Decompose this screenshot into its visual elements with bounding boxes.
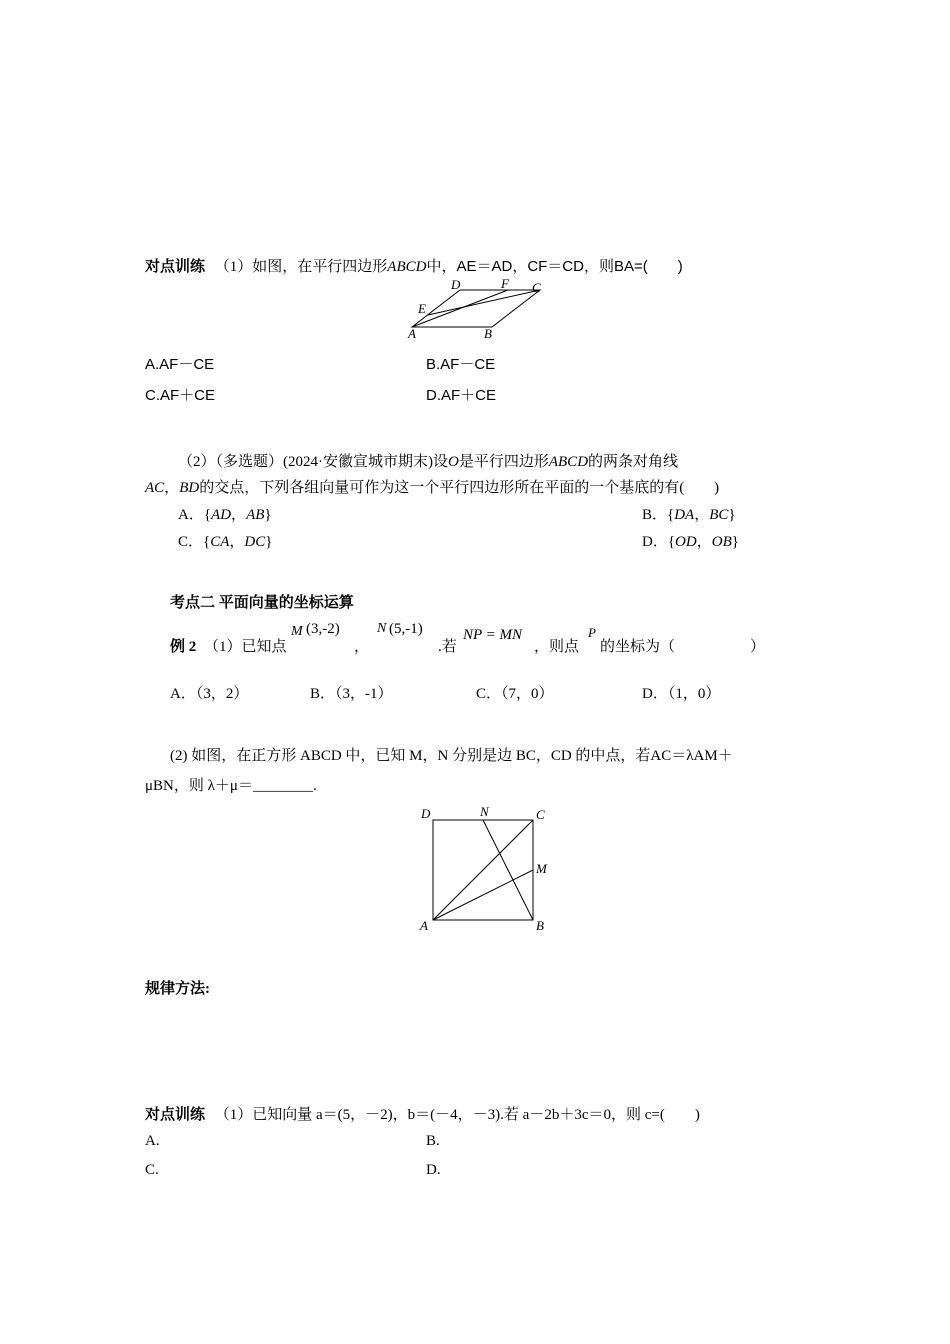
q2-option-d: D．{OD，OB} <box>642 534 739 550</box>
q1-option-b: B.AF－CE <box>426 356 496 373</box>
t2-option-a: A. <box>145 1133 160 1149</box>
q1-option-a: A.AF－CE <box>145 356 215 373</box>
fig1-label-a: A <box>408 326 416 341</box>
training-2-question-text: （1）已知向量 a＝(5，－2)，b＝(－4，－3).若 a－2b＋3c＝0，则 c=( ) <box>214 1107 700 1123</box>
q2-option-b: B．{DA，BC} <box>642 507 736 523</box>
segment-ac <box>433 820 533 920</box>
parallelogram-abcd <box>412 290 540 327</box>
fig2-label-c: C <box>536 807 545 822</box>
q2-option-c: C．{CA，DC} <box>178 534 273 550</box>
ex2-option-d: D．（1，0） <box>642 686 721 702</box>
method-label: 规律方法: <box>145 981 210 997</box>
fig1-label-b: B <box>484 326 492 341</box>
q1-conditions: AE＝AD，CF＝CD，则BA=( ) <box>456 258 683 275</box>
q1-option-d: D.AF＋CE <box>426 387 497 404</box>
q2-option-a: A．{AD，AB} <box>178 507 272 523</box>
point-m: M <box>291 624 303 639</box>
training-label: 对点训练 <box>145 259 206 275</box>
fig2-label-d: D <box>421 806 431 821</box>
section-2-title: 考点二 平面向量的坐标运算 <box>170 595 354 611</box>
fig2-label-a: A <box>420 918 428 933</box>
vector-equation: NP = MN <box>463 627 523 643</box>
segment-af <box>412 290 508 327</box>
q2-line-1: （2）（多选题）(2024·安徽宣城市期末)设O是平行四边形ABCD的两条对角线 <box>178 454 679 470</box>
example-2-question-2-line-2: μBN，则 λ＋μ＝________. <box>145 778 317 794</box>
example-label: 例 2 <box>170 639 197 655</box>
q1-number: （1）如图，在平行四边形 <box>214 259 388 275</box>
example-2-question-2-line-1: (2) 如图，在正方形 ABCD 中，已知 M，N 分别是边 BC，CD 的中点，若AC＝λAM＋ <box>170 748 733 764</box>
point-m-coords: (3,-2) <box>306 621 340 637</box>
ex2-option-a: A．（3，2） <box>170 686 249 702</box>
q2-line-2: AC，BD的交点，下列各组向量可作为这一个平行四边形所在平面的一个基底的有( ) <box>145 480 720 496</box>
fig1-label-d: D <box>451 278 461 292</box>
q1-mid: 中， <box>426 259 457 275</box>
t2-option-b: B. <box>426 1133 440 1149</box>
q1-option-c: C.AF＋CE <box>145 387 216 404</box>
fig2-label-b: B <box>536 918 544 933</box>
q1-shape: ABCD <box>387 259 427 275</box>
segment-am <box>433 870 533 920</box>
segment-bn <box>483 820 533 920</box>
fig1-label-c: C <box>532 280 541 295</box>
point-p: P <box>588 625 596 640</box>
t2-option-c: C. <box>145 1162 159 1178</box>
square-figure <box>414 800 564 935</box>
fig2-label-n: N <box>480 804 489 819</box>
parallelogram-figure <box>400 278 560 342</box>
fig2-label-m: M <box>536 861 547 876</box>
t2-option-d: D. <box>426 1162 441 1178</box>
training-1-question-1 <box>145 255 683 276</box>
training-2-question-1 <box>145 1103 700 1124</box>
ex2-option-b: B．（3，-1） <box>310 686 393 702</box>
training-label-2: 对点训练 <box>145 1107 206 1123</box>
point-n-coords: (5,-1) <box>389 621 423 637</box>
ex2-option-c: C．（7，0） <box>476 686 554 702</box>
fig1-label-f: F <box>501 278 509 291</box>
point-n: N <box>377 621 387 636</box>
fig1-label-e: E <box>418 301 426 316</box>
